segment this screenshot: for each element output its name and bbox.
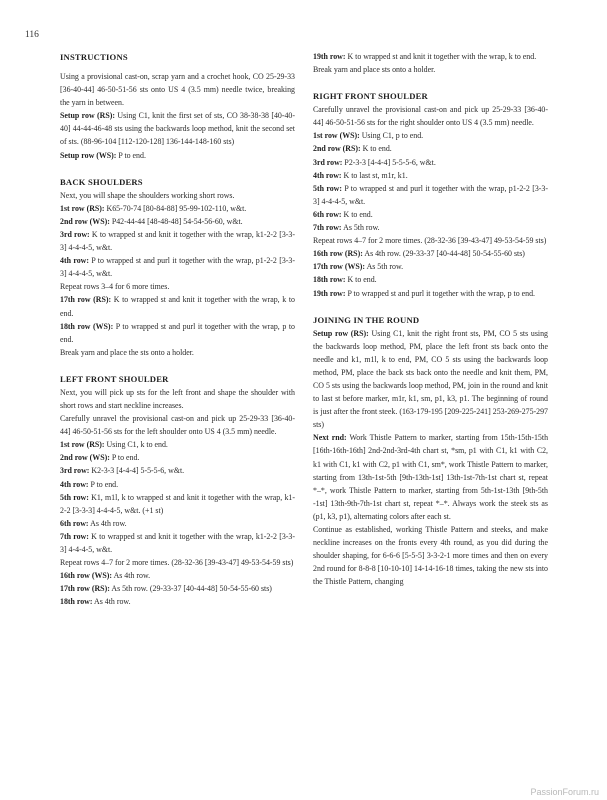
row-text: Using C1, knit the right front sts, PM, CO 5 sts using the backwards loop method, PM, place the left front sts back onto the needle and k1, m1l, k to end, PM, CO 5 sts using the backwards loop method, PM, place the back sts back onto the needle and knit them, PM, CO 5 sts using the backwards loop method, PM, join in the round and knit to last st before marker, m1r, k1, sm, p1, k3, p1. The beginning of round is just after the front steek. (163-179-195 [209-225-241] 253-269-275-297 sts) [313,328,548,430]
row-text: As 5th row. [341,223,380,233]
row-label: 1st row (RS): [60,203,105,213]
pattern-row [60,438,295,451]
row-label: 3rd row: [313,157,343,167]
heading-back-shoulders: BACK SHOULDERS [60,176,143,187]
pattern-row [60,228,295,254]
right-column [313,50,548,588]
row-label: 17th row (RS): [60,295,112,305]
row-text: Using C1, k to end. [104,440,168,450]
row-label: Setup row (RS): [60,111,116,121]
paragraph: Carefully unravel the provisional cast-on and pick up 25-29-33 [36-40-44] 46-50-51-56 sts for the right shoulder onto US 4 (3.5 mm) needle. [313,105,548,128]
row-label: 3rd row: [60,229,90,239]
row-text: As 5th row. (29-33-37 [40-44-48] 50-54-55-60 sts) [109,584,272,594]
row-text: P to wrapped st and purl it together with the wrap, p to end. [60,321,295,344]
pattern-row [60,320,295,346]
row-label: 6th row: [313,209,342,219]
pattern-row [313,221,548,234]
row-text: K1, m1l, k to wrapped st and knit it together with the wrap, k1-2-2 [3-3-3] 4-4-4-5, w&t. (+1 st) [60,492,295,515]
row-text: As 4th row. (29-33-37 [40-44-48] 50-54-55-60 sts) [362,249,525,259]
row-label: 19th row: [313,52,346,61]
paragraph: Next, you will shape the shoulders working short rows. [60,190,235,200]
paragraph: Break yarn and place the sts onto a holder. [60,347,194,357]
pattern-row [313,327,548,432]
row-text: P2-3-3 [4-4-4] 5-5-5-6, w&t. [342,157,436,167]
row-label: 16th row (WS): [60,571,113,581]
row-label: 17th row (WS): [313,262,366,272]
heading-instructions: INSTRUCTIONS [60,52,128,62]
row-text: K2-3-3 [4-4-4] 5-5-5-6, w&t. [89,466,185,476]
watermark: PassionForum.ru [530,787,599,797]
pattern-row [313,247,548,260]
row-text: K to end. [341,209,373,219]
row-text: K to wrapped st and knit it together with the wrap, k1-2-2 [3-3-3] 4-4-4-5, w&t. [60,531,295,554]
pattern-row [60,582,295,595]
row-label: 1st row (RS): [60,440,105,450]
row-text: P to end. [116,150,146,160]
row-text: K to wrapped st and knit it together with the wrap, k1-2-2 [3-3-3] 4-4-4-5, w&t. [60,229,295,253]
row-label: 18th row: [313,275,346,285]
pattern-row [313,156,548,169]
row-text: K to end. [360,144,392,154]
row-text: As 4th row. [92,597,131,607]
row-text: P to wrapped st and purl it together with the wrap, p1-2-2 [3-3-3] 4-4-4-5, w&t. [313,183,548,206]
row-text: As 4th row. [88,518,127,528]
pattern-row [313,50,548,63]
pattern-row [313,129,548,142]
row-label: Setup row (RS): [313,328,369,338]
row-label: 5th row: [313,183,342,193]
row-label: 19th row: [313,288,346,298]
pattern-row [313,182,548,208]
row-label: 18th row: [60,597,93,607]
pattern-row [60,451,295,464]
row-text: Using C1, p to end. [359,131,424,141]
paragraph: Repeat rows 4–7 for 2 more times. (28-32-36 [39-43-47] 49-53-54-59 sts) [313,236,547,246]
row-label: 7th row: [313,223,342,233]
paragraph: Carefully unravel the provisional cast-on and pick up 25-29-33 [36-40-44] 46-50-51-56 sts for the left shoulder onto US 4 (3.5 mm) needle. [60,414,295,437]
row-text: Using C1, knit the first set of sts, CO 38-38-38 [40-40-40] 44-44-46-48 sts using the backwards loop method, knit the second set of sts. (88-96-104 [112-120-128] 136-144-148-160 sts) [60,111,296,147]
row-label: 6th row: [60,518,89,528]
pattern-row [313,169,548,182]
row-text: K to last st, m1r, k1. [341,170,408,180]
row-text: As 5th row. [365,262,404,272]
row-text: P42-44-44 [48-48-48] 54-54-56-60, w&t. [109,216,243,226]
row-text: P to end. [88,479,119,489]
row-text: Work Thistle Pattern to marker, starting from 15th-15th-15th [16th-16th-16th] 2nd-2nd-3rd-4th chart st, *sm, p1 with C1, k1 with C2, k1 with C1, k1 with C2, p1 with C1, sm*, work Thistle Pattern to marker, starting from 13th-1st-5th [9th-13th-1st] 13th-1st-7th-1st chart st, repeat *–*, work Thistle Pattern to marker, starting from 5th-1st-13th [9th-5th -1st] 13th-9th-7th-1st chart st, repeat *–*. Always work the steek sts as (p1, k3, p1), alternating colors after each st. [313,433,549,521]
pattern-row [60,530,295,556]
pattern-row [313,273,548,286]
row-text: P to wrapped st and purl it together with the wrap, p1-2-2 [3-3-3] 4-4-4-5, w&t. [60,256,295,279]
pattern-row [313,431,548,523]
pattern-row [60,478,295,491]
paragraph: Break yarn and place sts onto a holder. [313,65,436,75]
pattern-row [60,149,295,162]
pattern-row [60,517,295,530]
row-text: P to end. [109,453,140,463]
pattern-row [60,569,295,582]
pattern-row [60,293,295,319]
row-label: 18th row (WS): [60,321,114,331]
row-text: K to wrapped st and knit it together with the wrap, k to end. [345,52,537,61]
paragraph: Repeat rows 3–4 for 6 more times. [60,282,170,292]
row-label: 7th row: [60,531,89,541]
row-label: 5th row: [60,492,89,502]
row-label: 2nd row (WS): [60,453,110,463]
row-label: 4th row: [313,170,342,180]
row-label: 4th row: [60,256,89,266]
pattern-row [60,109,295,148]
pattern-row [60,202,295,215]
paragraph: Next, you will pick up sts for the left front and shape the shoulder with short rows and start neckline increases. [60,387,295,410]
row-label: Setup row (WS): [60,150,117,160]
row-label: 2nd row (RS): [313,144,361,154]
pattern-row [313,260,548,273]
pattern-row [60,254,295,280]
pattern-row [60,464,295,477]
heading-left-front-shoulder: LEFT FRONT SHOULDER [60,373,169,384]
pattern-row [313,208,548,221]
row-text: K to end. [345,275,377,285]
left-column [60,50,295,608]
heading-joining-in-the-round: JOINING IN THE ROUND [313,314,420,325]
pattern-row [313,287,548,300]
row-text: As 4th row. [112,571,151,581]
row-text: K to wrapped st and knit it together with the wrap, k to end. [60,295,295,318]
row-label: 17th row (RS): [60,584,110,594]
heading-right-front-shoulder: RIGHT FRONT SHOULDER [313,91,428,102]
row-label: Next rnd: [313,433,347,443]
row-label: 2nd row (WS): [60,216,110,226]
pattern-row [60,215,295,228]
row-text: K65-70-74 [80-84-88] 95-99-102-110, w&t. [104,203,247,213]
pattern-row [60,595,295,608]
page-number: 116 [25,30,39,40]
paragraph: Using a provisional cast-on, scrap yarn and a crochet hook, CO 25-29-33 [36-40-44] 46-50-51-56 sts onto US 4 (3.5 mm) needle twice, breaking the yarn in between. [60,72,295,108]
row-label: 1st row (WS): [313,131,360,141]
pattern-row [60,491,295,517]
row-label: 16th row (RS): [313,249,363,259]
row-label: 3rd row: [60,466,90,476]
pattern-row [313,142,548,155]
row-text: P to wrapped st and purl it together with the wrap, p to end. [345,288,535,298]
paragraph: Repeat rows 4–7 for 2 more times. (28-32-36 [39-43-47] 49-53-54-59 sts) [60,558,294,568]
paragraph: Continue as established, working Thistle Pattern and steeks, and make neckline increases on the fronts every 4th round, as you did during the shoulder shaping, for 6-6-6 [5-5-5] 3-3-2-1 more times and then on every 2nd round for 8-8-8 [10-10-10] 14-14-16-18 times, taking the new sts into the Thistle Pattern, changing [313,525,548,587]
row-label: 4th row: [60,479,89,489]
